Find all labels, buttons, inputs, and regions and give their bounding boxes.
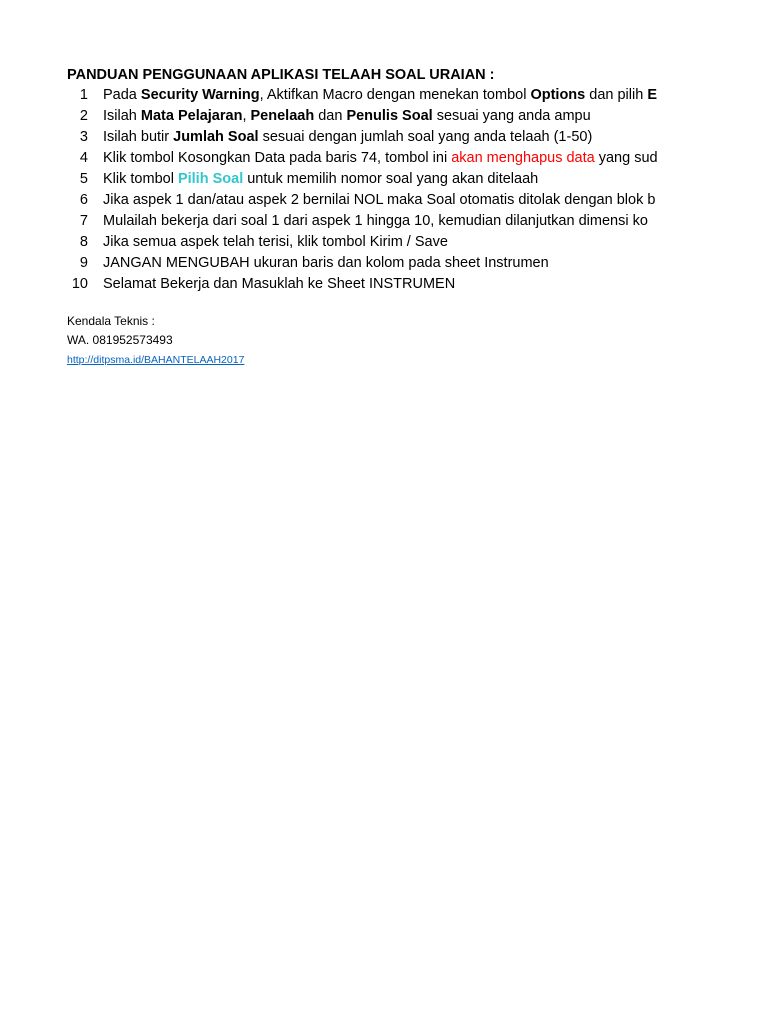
step-text-segment: Security Warning — [140, 87, 260, 103]
step-text-segment: Mulailah bekerja dari soal 1 dari aspek 1 hingga 10, kemudian dilanjutkan dimensi ko — [103, 213, 648, 229]
instruction-list — [0, 85, 680, 295]
step-number: 4 — [79, 150, 88, 166]
step-text-segment: Pada — [103, 87, 141, 103]
step-text-segment: Penulis Soal — [346, 108, 433, 124]
step-text-segment: Penelaah — [250, 108, 315, 124]
step-text-segment: Jika aspek 1 dan/atau aspek 2 bernilai NOL maka Soal otomatis ditolak dengan blok b — [103, 192, 656, 208]
page-title: PANDUAN PENGGUNAAN APLIKASI TELAAH SOAL URAIAN : — [67, 67, 495, 83]
list-item — [0, 274, 680, 295]
step-text-segment: Selamat Bekerja dan Masuklah ke Sheet INSTRUMEN — [103, 276, 456, 292]
step-text — [103, 274, 455, 295]
step-text — [103, 106, 591, 127]
step-text-segment: sesuai dengan jumlah soal yang anda telaah (1-50) — [258, 129, 593, 145]
list-item — [0, 253, 680, 274]
list-item — [0, 106, 680, 127]
step-number: 7 — [79, 213, 88, 229]
step-text-segment: Klik tombol — [103, 171, 178, 187]
step-text-segment: akan menghapus data — [451, 150, 595, 166]
step-text-segment: dan — [314, 108, 347, 124]
step-text-segment: , — [242, 108, 251, 124]
list-item — [0, 127, 680, 148]
step-text — [103, 127, 592, 148]
step-text-segment: yang sud — [594, 150, 658, 166]
step-number: 6 — [79, 192, 88, 208]
step-text-segment: Isilah butir — [103, 129, 174, 145]
step-number: 5 — [79, 171, 88, 187]
list-item — [0, 190, 680, 211]
step-text — [103, 85, 657, 106]
step-text-segment: Mata Pelajaran — [140, 108, 243, 124]
step-text — [103, 211, 648, 232]
whatsapp-number: WA. 081952573493 — [67, 333, 173, 347]
step-text — [103, 253, 549, 274]
list-item — [0, 232, 680, 253]
step-text-segment: Jumlah Soal — [173, 129, 259, 145]
step-text-segment: untuk memilih nomor soal yang akan ditelaah — [243, 171, 539, 187]
step-text-segment: , Aktifkan Macro dengan menekan tombol — [259, 87, 531, 103]
resource-link[interactable]: http://ditpsma.id/BAHANTELAAH2017 — [67, 354, 245, 366]
step-number: 8 — [79, 234, 88, 250]
step-text-segment: sesuai yang anda ampu — [432, 108, 591, 124]
step-text-segment: Isilah — [103, 108, 141, 124]
list-item — [0, 85, 680, 106]
step-number: 9 — [79, 255, 88, 271]
step-number: 3 — [79, 129, 88, 145]
list-item — [0, 211, 680, 232]
step-text — [103, 148, 658, 169]
step-text — [103, 169, 538, 190]
footer-contact — [67, 312, 244, 370]
step-text-segment: Pilih Soal — [177, 171, 244, 187]
step-text-segment: E — [647, 87, 657, 103]
step-text-segment: dan pilih — [585, 87, 648, 103]
step-text — [103, 232, 448, 253]
step-text-segment: JANGAN MENGUBAH ukuran baris dan kolom pada sheet Instrumen — [103, 255, 549, 271]
step-number: 10 — [71, 276, 88, 292]
list-item — [0, 169, 680, 190]
technical-issue-label: Kendala Teknis : — [67, 314, 155, 328]
step-number: 2 — [79, 108, 88, 124]
list-item — [0, 148, 680, 169]
step-text-segment: Klik tombol Kosongkan Data pada baris 74, tombol ini — [103, 150, 452, 166]
step-text — [103, 190, 655, 211]
step-text-segment: Options — [530, 87, 586, 103]
step-text-segment: Jika semua aspek telah terisi, klik tombol Kirim / Save — [103, 234, 448, 250]
step-number: 1 — [79, 87, 88, 103]
